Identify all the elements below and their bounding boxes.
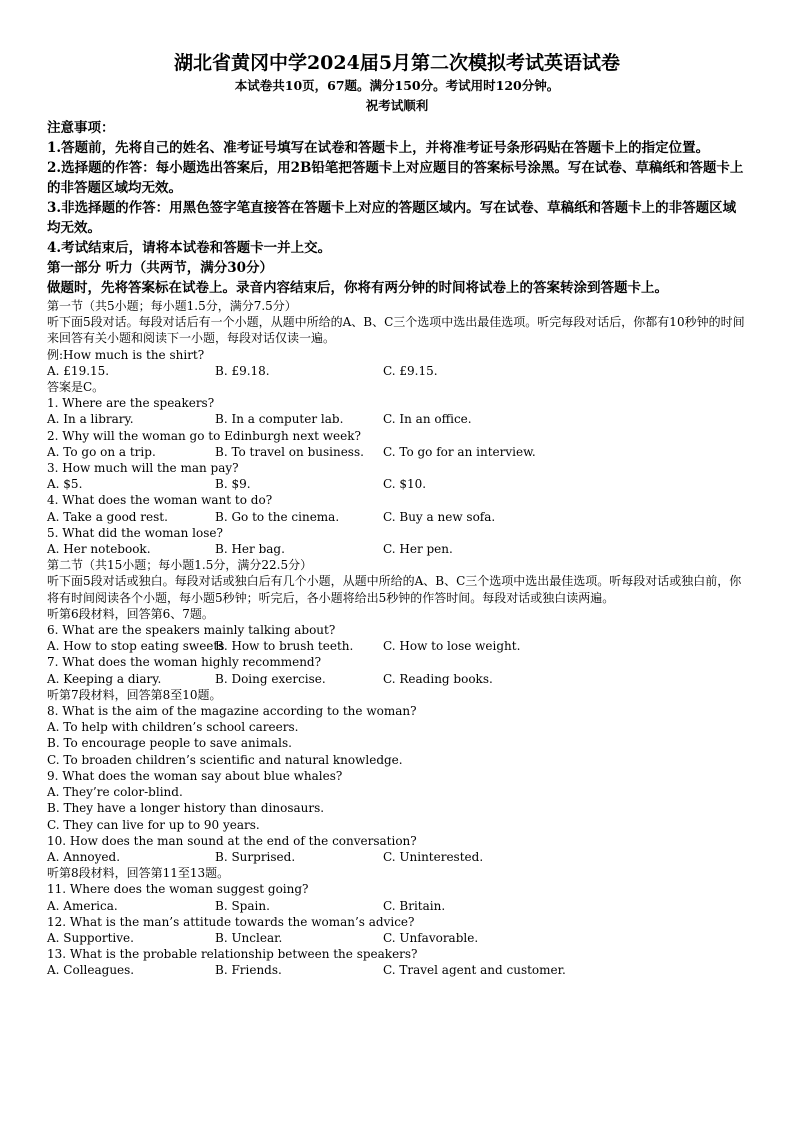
option-a: A. Colleagues. — [47, 963, 135, 978]
question-11: 11. Where does the woman suggest going? — [47, 882, 309, 897]
notes-section — [47, 118, 747, 258]
question-6-options — [47, 638, 747, 654]
section2-heading: 第二节（共15小题；每小题1.5分，满分22.5分） — [47, 558, 313, 573]
note-item: 4.考试结束后，请将本试卷和答题卡一并上交。 — [47, 240, 332, 256]
option-a: A. Supportive. — [47, 930, 134, 945]
example-question: 例:How much is the shirt? — [47, 347, 205, 362]
note-item: 3.非选择题的作答：用黑色签字笔直接答在答题卡上对应的答题区域内。写在试卷、草稿纸和答题卡上的非答题区域均无效。 — [47, 200, 737, 236]
question-5-options — [47, 541, 747, 557]
question-5: 5. What did the woman lose? — [47, 525, 223, 540]
option-a: A. Annoyed. — [47, 849, 121, 864]
question-13-options — [47, 962, 747, 978]
question-2-options — [47, 444, 747, 460]
question-10: 10. How does the man sound at the end of the conversation? — [47, 833, 417, 848]
question-1: 1. Where are the speakers? — [47, 396, 215, 411]
option-b: B. Go to the cinema. — [215, 509, 340, 524]
question-4: 4. What does the woman want to do? — [47, 493, 273, 508]
option-a: A. Her notebook. — [47, 542, 151, 557]
material-7-label: 听第7段材料，回答第8至10题。 — [47, 687, 222, 702]
option-b: B. How to brush teeth. — [215, 639, 354, 654]
option-c: C. $10. — [383, 477, 427, 492]
option-a: A. America. — [47, 898, 118, 913]
note-item: 2.选择题的作答：每小题选出答案后，用2B铅笔把答题卡上对应题目的答案标号涂黑。写在试卷、草稿纸和答题卡上的非答题区域均无效。 — [47, 160, 744, 196]
example-answer: 答案是C。 — [47, 380, 105, 395]
option-b: B. To encourage people to save animals. — [47, 736, 292, 751]
option-b: B. £9.18. — [215, 363, 270, 378]
good-luck-note: 祝考试顺利 — [365, 98, 429, 113]
option-c: C. Reading books. — [383, 671, 493, 686]
option-b: B. They have a longer history than dinosaurs. — [47, 801, 325, 816]
question-11-options — [47, 898, 747, 914]
part1-instruction: 做题时，先将答案标在试卷上。录音内容结束后，你将有两分钟的时间将试卷上的答案转涂到答题卡上。 — [47, 280, 668, 296]
option-b: B. To travel on business. — [215, 444, 364, 459]
option-b: B. $9. — [215, 477, 251, 492]
question-13: 13. What is the probable relationship between the speakers? — [47, 947, 418, 962]
question-7-options — [47, 671, 747, 687]
question-6: 6. What are the speakers mainly talking about? — [47, 623, 336, 638]
option-b: B. Doing exercise. — [215, 671, 326, 686]
option-a: A. $5. — [47, 477, 83, 492]
question-2: 2. Why will the woman go to Edinburgh next week? — [47, 428, 361, 443]
option-c: C. They can live for up to 90 years. — [47, 817, 260, 832]
option-c: C. In an office. — [383, 412, 472, 427]
section1-instruction: 听下面5段对话。每段对话后有一个小题，从题中所给的A、B、C三个选项中选出最佳选项。听完每段对话后，你都有10秒钟的时间来回答有关小题和阅读下一小题，每段对话仅读一遍。 — [47, 315, 745, 346]
option-c: C. Her pen. — [383, 542, 453, 557]
section1-heading: 第一节（共5小题；每小题1.5分，满分7.5分） — [47, 299, 297, 313]
option-b: B. Her bag. — [215, 542, 285, 557]
option-b: B. Spain. — [215, 898, 270, 913]
page-title: 湖北省黄冈中学2024届5月第二次模拟考试英语试卷 — [173, 52, 621, 74]
option-c: C. Travel agent and customer. — [383, 963, 566, 978]
option-a: A. Take a good rest. — [47, 509, 168, 524]
question-9: 9. What does the woman say about blue whales? — [47, 768, 343, 783]
question-1-options — [47, 411, 747, 427]
notes-heading: 注意事项： — [47, 120, 115, 136]
option-a: A. Keeping a diary. — [47, 671, 162, 686]
question-8: 8. What is the aim of the magazine according to the woman? — [47, 704, 417, 719]
option-b: B. Surprised. — [215, 849, 296, 864]
material-8-label: 听第8段材料，回答第11至13题。 — [47, 866, 230, 881]
option-c: C. Buy a new sofa. — [383, 509, 496, 524]
option-c: C. To go for an interview. — [383, 444, 536, 459]
option-a: A. £19.15. — [47, 363, 110, 378]
option-a: A. In a library. — [47, 412, 134, 427]
option-a: A. To help with children’s school careers. — [47, 720, 299, 735]
option-a: A. How to stop eating sweets — [47, 639, 225, 654]
exam-info: 本试卷共10页，67题。满分150分。考试用时120分钟。 — [234, 78, 560, 93]
question-4-options — [47, 509, 747, 525]
question-12-options — [47, 930, 747, 946]
option-c: C. To broaden children’s scientific and natural knowledge. — [47, 752, 403, 767]
part1-heading: 第一部分 听力（共两节，满分30分） — [47, 260, 273, 276]
option-b: B. In a computer lab. — [215, 412, 344, 427]
option-c: C. Unfavorable. — [383, 930, 479, 945]
question-12: 12. What is the man’s attitude towards the woman’s advice? — [47, 914, 415, 929]
question-3-options — [47, 476, 747, 492]
option-c: C. Uninterested. — [383, 849, 484, 864]
option-a: A. To go on a trip. — [47, 444, 156, 459]
note-item: 1.答题前，先将自己的姓名、准考证号填写在试卷和答题卡上，并将准考证号条形码贴在答题卡上的指定位置。 — [47, 140, 710, 156]
example-options — [47, 363, 747, 379]
question-10-options — [47, 849, 747, 865]
section2-instruction: 听下面5段对话或独白。每段对话或独白后有几个小题，从题中所给的A、B、C三个选项中选出最佳选项。听每段对话或独白前，你将有时间阅读各个小题，每小题5秒钟；听完后，各小题将给出5秒钟的作答时间。每段对话或独白读两遍。 — [47, 574, 742, 605]
material-6-label: 听第6段材料，回答第6、7题。 — [47, 606, 214, 621]
option-c: C. Britain. — [383, 898, 446, 913]
question-7: 7. What does the woman highly recommend? — [47, 655, 322, 670]
question-3: 3. How much will the man pay? — [47, 461, 239, 476]
exam-page — [47, 50, 747, 979]
option-b: B. Unclear. — [215, 930, 283, 945]
option-a: A. They’re color-blind. — [47, 785, 183, 800]
option-b: B. Friends. — [215, 963, 282, 978]
option-c: C. How to lose weight. — [383, 639, 521, 654]
option-c: C. £9.15. — [383, 363, 438, 378]
